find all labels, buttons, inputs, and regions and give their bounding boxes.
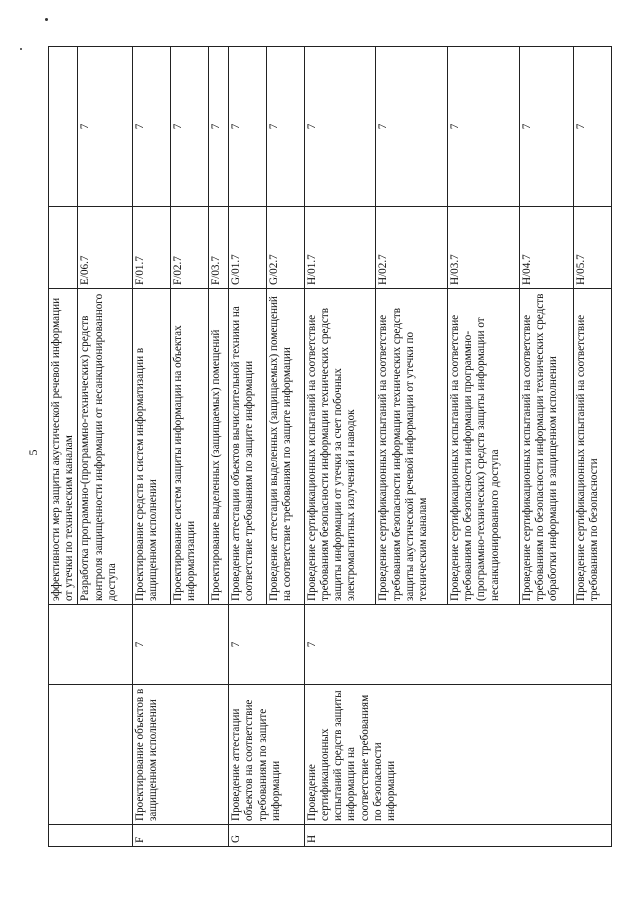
table-row [49, 47, 78, 847]
functions-table [48, 46, 612, 847]
function-code-cell: F/03.7 [208, 207, 229, 289]
function-code-cell: G/02.7 [267, 207, 305, 289]
function-level-cell: 7 [447, 47, 519, 207]
function-code-cell [49, 207, 78, 289]
function-level-cell: 7 [519, 47, 574, 207]
group-level-cell: 7 [304, 605, 611, 685]
function-level-cell: 7 [574, 47, 612, 207]
group-level-cell: 7 [229, 605, 304, 685]
group-code-cell: F [133, 825, 229, 847]
scan-speck [45, 18, 48, 21]
function-level-cell: 7 [133, 47, 171, 207]
function-cell: Проведение аттестации выделенных (защищаемых) помещений на соответствие требованиям по защите информации [267, 289, 305, 605]
function-code-cell: H/03.7 [447, 207, 519, 289]
function-cell: Проведение аттестации объектов вычислительной техники на соответствие требованиям по защите информации [229, 289, 267, 605]
group-name-cell: Проведение сертификационных испытаний средств защиты информации на соответствие требованиям по безопасности информации [304, 685, 611, 825]
generalized-function-cell [49, 685, 133, 825]
function-cell: Проектирование систем защиты информации на объектах информатизации [170, 289, 208, 605]
scan-speck [20, 48, 22, 50]
function-level-cell: 7 [376, 47, 448, 207]
function-level-cell: 7 [208, 47, 229, 207]
function-cell: эффективности мер защиты акустической речевой информации от утечки по техническим каналам [49, 289, 78, 605]
function-cell: Проектирование выделенных (защищаемых) помещений [208, 289, 229, 605]
function-code-cell: E/06.7 [78, 207, 133, 289]
qualification-level-cell [49, 605, 133, 685]
function-code-cell: H/05.7 [574, 207, 612, 289]
function-code-cell: F/01.7 [133, 207, 171, 289]
function-level-cell: 7 [229, 47, 267, 207]
function-code-cell: F/02.7 [170, 207, 208, 289]
function-level-cell: 7 [304, 47, 376, 207]
function-code-cell: H/04.7 [519, 207, 574, 289]
function-level-cell [49, 47, 78, 207]
group-level-cell: 7 [133, 605, 229, 685]
group-code-cell: G [229, 825, 304, 847]
code-cell [49, 825, 133, 847]
function-cell: Проведение сертификационных испытаний на соответствие требованиям по безопасности информации программно-(программно-технических) средств защиты информации от несанкционированного доступа [447, 289, 519, 605]
function-cell: Проведение сертификационных испытаний на соответствие требованиям по безопасности [574, 289, 612, 605]
function-code-cell: H/01.7 [304, 207, 376, 289]
function-cell: Проектирование средств и систем информатизации в защищенном исполнении [133, 289, 171, 605]
group-name-cell: Проведение аттестации объектов на соответствие требованиям по защите информации [229, 685, 304, 825]
function-code-cell: H/02.7 [376, 207, 448, 289]
function-level-cell: 7 [78, 47, 133, 207]
page-number: 5 [26, 449, 40, 456]
function-code-cell: G/01.7 [229, 207, 267, 289]
function-cell: Разработка программно-(программно-технических) средств контроля защищенности информации от несанкционированного доступа [78, 289, 133, 605]
group-code-cell: H [304, 825, 611, 847]
table-row [133, 47, 171, 847]
function-cell: Проведение сертификационных испытаний на соответствие требованиям безопасности информации технических средств защиты информации от утечки за счет побочных электромагнитных излучений и наводок [304, 289, 376, 605]
table-row [304, 47, 376, 847]
function-cell: Проведение сертификационных испытаний на соответствие требованиям по безопасности информации технических средств обработки информации в защищенном исполнении [519, 289, 574, 605]
group-name-cell: Проектирование объектов в защищенном исполнении [133, 685, 229, 825]
function-cell: Проведение сертификационных испытаний на соответствие требованиям безопасности информации технических средств защиты акустической речевой информации от утечки по техническим каналам [376, 289, 448, 605]
table-row [229, 47, 267, 847]
function-level-cell: 7 [267, 47, 305, 207]
function-level-cell: 7 [170, 47, 208, 207]
